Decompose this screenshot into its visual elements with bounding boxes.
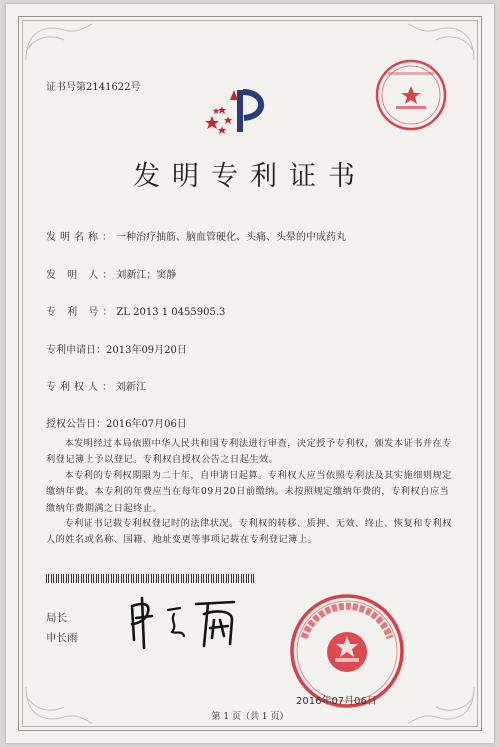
invention-name-label: 发明名称： [46, 232, 116, 243]
body-paragraph-2: 本专利的专利权期限为二十年，自申请日起算。专利权人应当依照专利法及其实施细则规定缴纳年费。本专利的年费应当在每年09月20日前缴纳。未按照规定缴纳年费的，专利权自应当缴纳年费期满之日起终止。 [46, 470, 452, 514]
patent-number-value: ZL 2013 1 0455905.3 [116, 307, 226, 318]
grant-date-row [46, 415, 187, 430]
patent-number-row [46, 303, 225, 318]
body-paragraph-3: 专利证书记载专利权登记时的法律状况。专利权的转移、质押、无效、终止、恢复和专利权人的姓名或名称、国籍、地址变更等事项记载在专利登记簿上。 [46, 518, 452, 546]
seal-date: 2016年07月06日 [296, 696, 377, 707]
patentee-label: 专利权人： [46, 382, 116, 393]
grant-date-value: 2016年07月06日 [106, 419, 187, 430]
patent-number-label: 专 利 号： [46, 307, 117, 318]
certificate-sheet [6, 4, 494, 743]
filing-date-label: 专利申请日： [46, 345, 106, 356]
document-title: 发明专利证书 [133, 161, 367, 192]
inventor-row [46, 266, 176, 281]
certificate-number: 证书号第2141622号 [46, 82, 141, 93]
inventor-label: 发 明 人： [46, 270, 117, 281]
corner-ornament-top-left [24, 22, 94, 62]
director-signature [124, 590, 254, 652]
grant-date-label: 授权公告日： [46, 419, 106, 430]
page-footer: 第 1 页（共 1 页） [211, 712, 289, 722]
corner-ornament-top-right [406, 22, 476, 62]
patentee-row [46, 378, 146, 393]
patent-office-logo-icon [204, 86, 276, 138]
filing-date-row [46, 341, 187, 356]
agency-seal-stamp [374, 58, 448, 132]
director-title: 局长 [46, 612, 67, 624]
patentee-value: 刘新江 [116, 382, 146, 393]
body-paragraph-1: 本发明经过本局依照中华人民共和国专利法进行审查，决定授予专利权，颁发本证书并在专利登记簿上予以登记。专利权自授权公告之日起生效。 [46, 438, 452, 466]
invention-name-row [46, 228, 346, 243]
director-name: 申长雨 [46, 632, 78, 644]
invention-name-value: 一种治疗抽筋、脑血管硬化、头痛、头晕的中成药丸 [116, 232, 346, 243]
inventor-value: 刘新江；窦静 [116, 270, 177, 281]
filing-date-value: 2013年09月20日 [106, 345, 187, 356]
barcode [46, 574, 256, 583]
